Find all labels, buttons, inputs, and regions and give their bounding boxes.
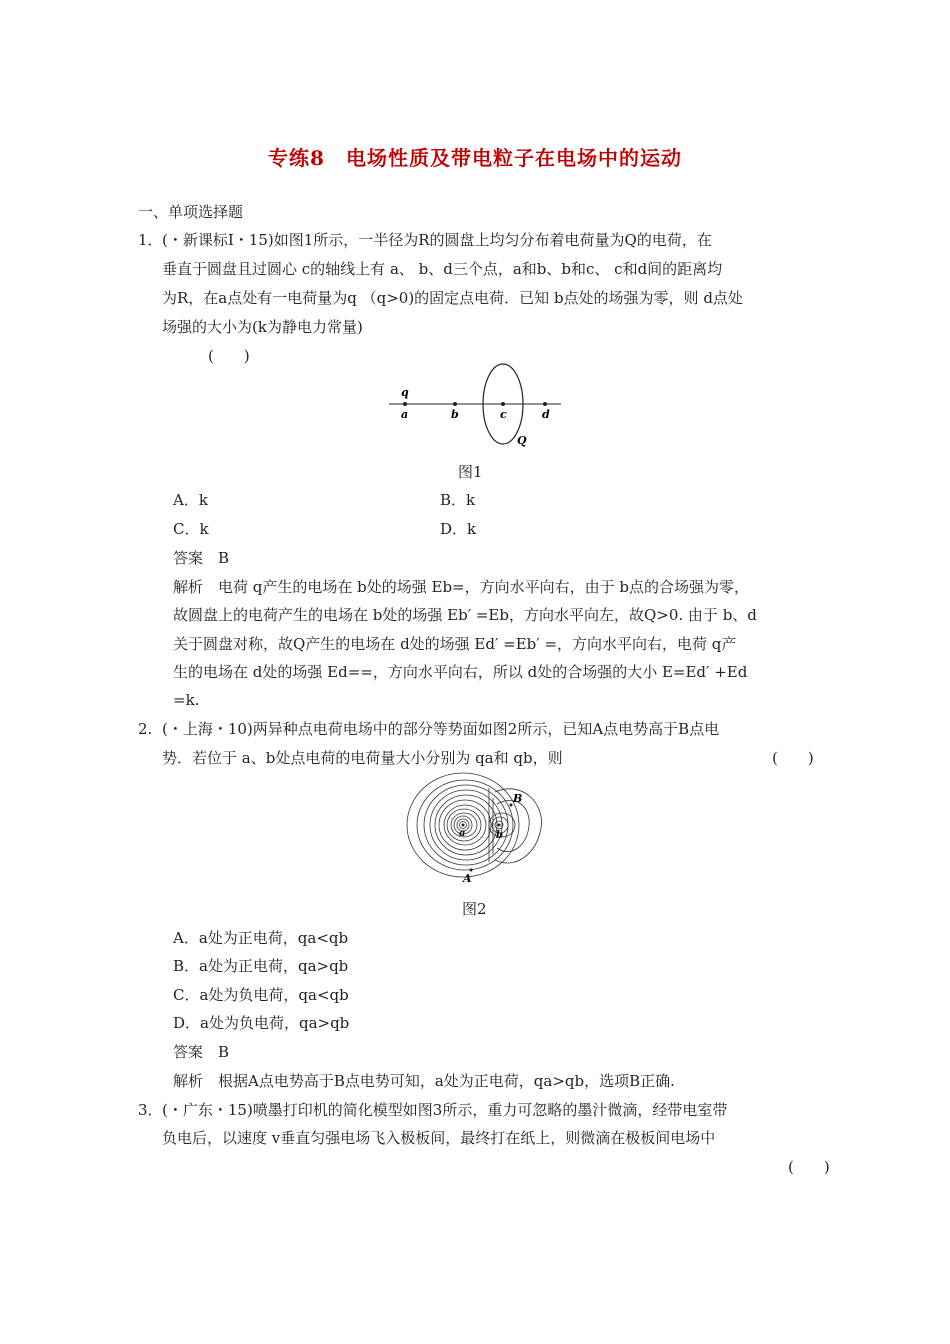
q1-analysis-line: 生的电场在 d处的场强 Ed==，方向水平向右，所以 d处的合场强的大小 E=Ed′ +Ed bbox=[173, 663, 748, 681]
charge-b-dot bbox=[498, 824, 501, 827]
q1-analysis-line: =k. bbox=[173, 691, 200, 709]
q3-line: 负电后，以速度 v垂直匀强电场飞入极板间，最终打在纸上，则微滴在极板间电场中 bbox=[162, 1129, 716, 1147]
label-a: a bbox=[459, 828, 466, 839]
q1-line: 场强的大小为(k为静电力常量) bbox=[162, 318, 363, 336]
label-d: d bbox=[542, 408, 550, 421]
q2-option-a: A．a处为正电荷，qa<qb bbox=[173, 929, 349, 947]
q2-analysis: 解析 根据A点电势高于B点电势可知，a处为正电荷，qa>qb，选项B正确. bbox=[173, 1072, 675, 1090]
label-A: A bbox=[463, 872, 472, 885]
figure-2-equipotential-diagram bbox=[405, 770, 550, 885]
label-c: c bbox=[500, 408, 507, 421]
q1-number: 1． bbox=[138, 231, 163, 249]
q2-option-c: C．a处为负电荷，qa<qb bbox=[173, 986, 349, 1004]
point-c bbox=[501, 402, 505, 406]
label-a: a bbox=[401, 408, 409, 421]
q1-option-d: D．k bbox=[440, 520, 477, 538]
figure-1-disk-diagram bbox=[385, 360, 565, 450]
q1-option-b: B．k bbox=[440, 491, 476, 509]
q2-line: (・上海・10)两异种点电荷电场中的部分等势面如图2所示，已知A点电势高于B点电 bbox=[162, 720, 720, 738]
q3-number: 3． bbox=[138, 1101, 163, 1119]
page-title: 专练8 电场性质及带电粒子在电场中的运动 bbox=[268, 146, 682, 170]
point-d bbox=[543, 402, 547, 406]
point-a bbox=[403, 402, 407, 406]
q1-answer: 答案 B bbox=[173, 549, 230, 567]
label-b: b bbox=[496, 830, 503, 841]
charge-a-dot bbox=[462, 824, 465, 827]
point-b bbox=[453, 402, 457, 406]
q2-answer-bracket: ( ) bbox=[772, 749, 814, 767]
q1-option-c: C．k bbox=[173, 520, 209, 538]
q1-line: 垂直于圆盘且过圆心 c的轴线上有 a、 b、d三个点，a和b、b和c、 c和d间的距离均 bbox=[162, 260, 723, 278]
q3-answer-bracket: ( ) bbox=[788, 1158, 830, 1176]
q2-option-d: D．a处为负电荷，qa>qb bbox=[173, 1014, 350, 1032]
q1-analysis-line: 解析 电荷 q产生的电场在 b处的场强 Eb=，方向水平向右，由于 b点的合场强为零， bbox=[173, 578, 750, 596]
q1-option-a: A．k bbox=[173, 491, 208, 509]
q3-line: (・广东・15)喷墨打印机的简化模型如图3所示，重力可忽略的墨汁微滴，经带电室带 bbox=[162, 1101, 728, 1119]
q2-option-b: B．a处为正电荷，qa>qb bbox=[173, 957, 349, 975]
label-b: b bbox=[451, 408, 459, 421]
q1-answer-bracket: ( ) bbox=[208, 347, 250, 365]
q2-line: 势．若位于 a、b处点电荷的电荷量大小分别为 qa和 qb，则 bbox=[162, 749, 563, 767]
q1-line: 为R，在a点处有一电荷量为q （q>0)的固定点电荷．已知 b点处的场强为零，则 d点处 bbox=[162, 289, 743, 307]
figure-2-caption: 图2 bbox=[462, 900, 487, 918]
q2-answer: 答案 B bbox=[173, 1043, 230, 1061]
label-B: B bbox=[513, 792, 523, 805]
label-Q: Q bbox=[517, 434, 527, 447]
q1-analysis-line: 关于圆盘对称，故Q产生的电场在 d处的场强 Ed′ =Eb′ =，方向水平向右，电荷 q产 bbox=[173, 635, 737, 653]
q1-line: (・新课标Ⅰ・15)如图1所示，一半径为R的圆盘上均匀分布着电荷量为Q的电荷，在 bbox=[162, 231, 712, 249]
label-q: q bbox=[401, 386, 409, 399]
figure-1-caption: 图1 bbox=[458, 463, 483, 481]
q1-analysis-line: 故圆盘上的电荷产生的电场在 b处的场强 Eb′ =Eb，方向水平向左，故Q>0. 由于 b、d bbox=[173, 606, 757, 624]
q2-number: 2. bbox=[138, 720, 153, 738]
section-heading: 一、单项选择题 bbox=[138, 203, 244, 221]
